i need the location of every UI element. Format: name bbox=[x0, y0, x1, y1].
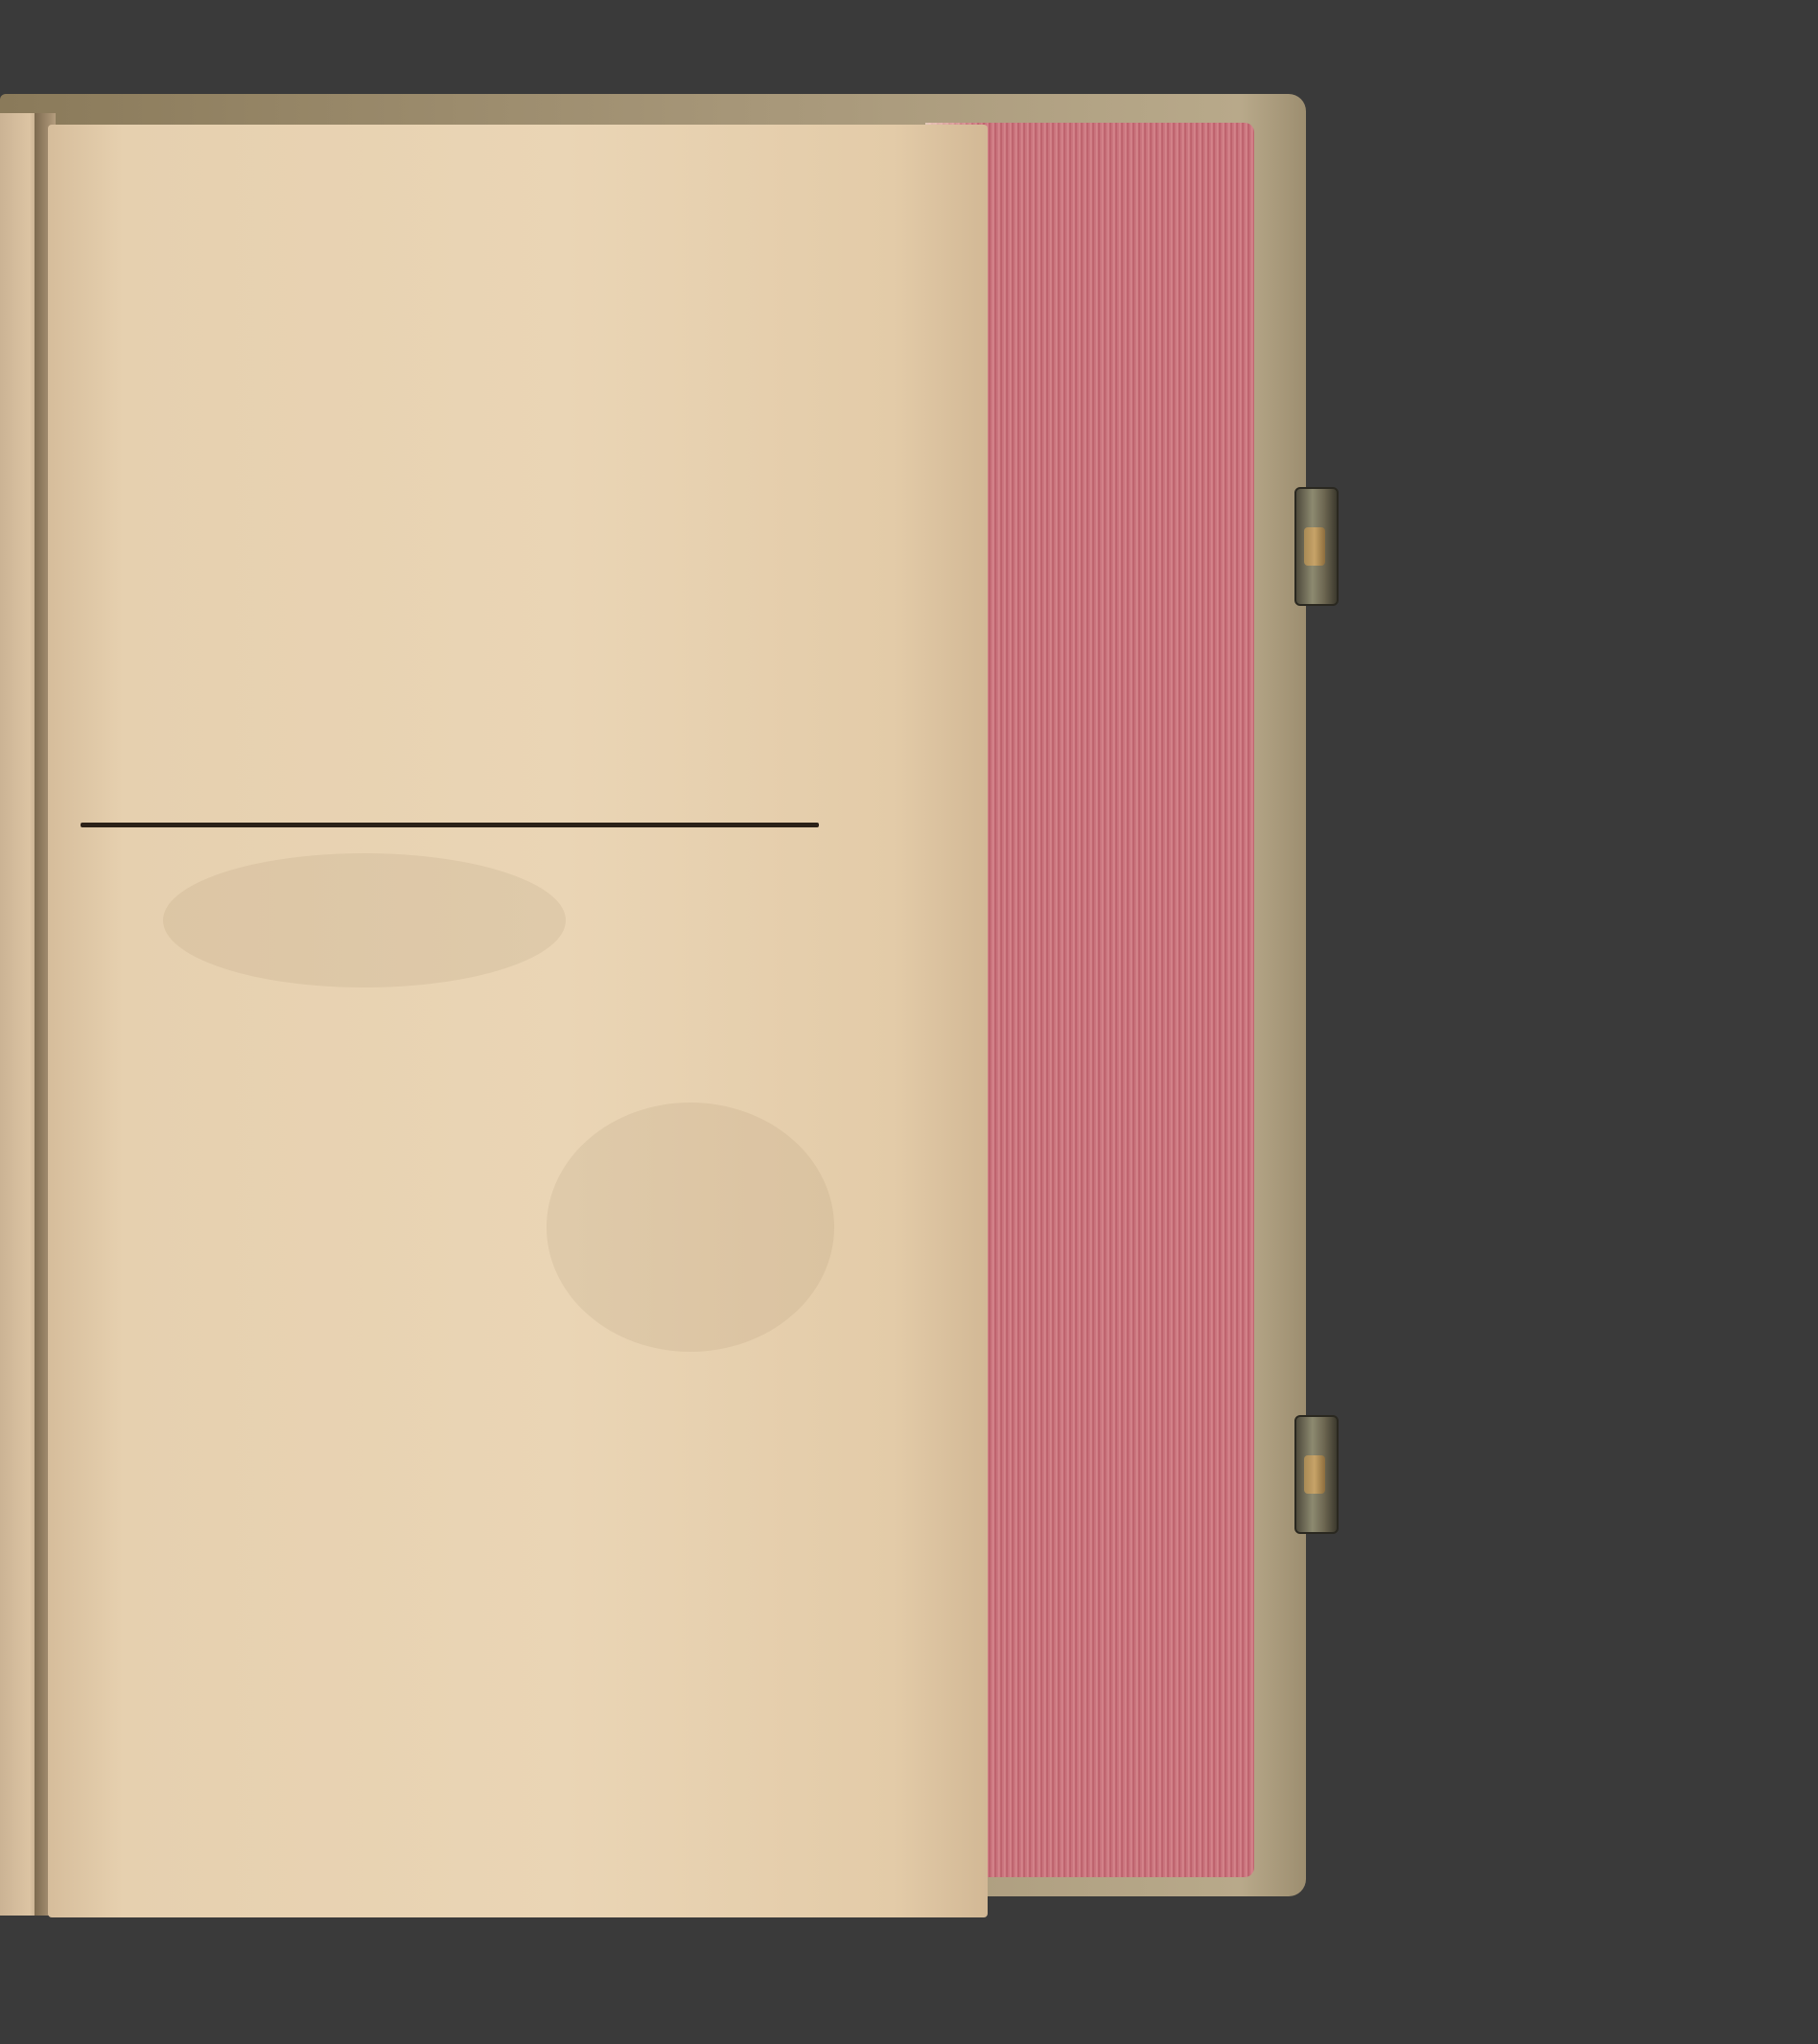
paper-stain bbox=[163, 853, 566, 987]
right-page bbox=[48, 125, 988, 1917]
clasp-hinge-top bbox=[1294, 487, 1339, 606]
drop-cap-initial bbox=[77, 1216, 125, 1294]
paper-stain bbox=[547, 1103, 834, 1352]
section-rule bbox=[81, 823, 819, 827]
clasp-hinge-bottom bbox=[1294, 1415, 1339, 1534]
